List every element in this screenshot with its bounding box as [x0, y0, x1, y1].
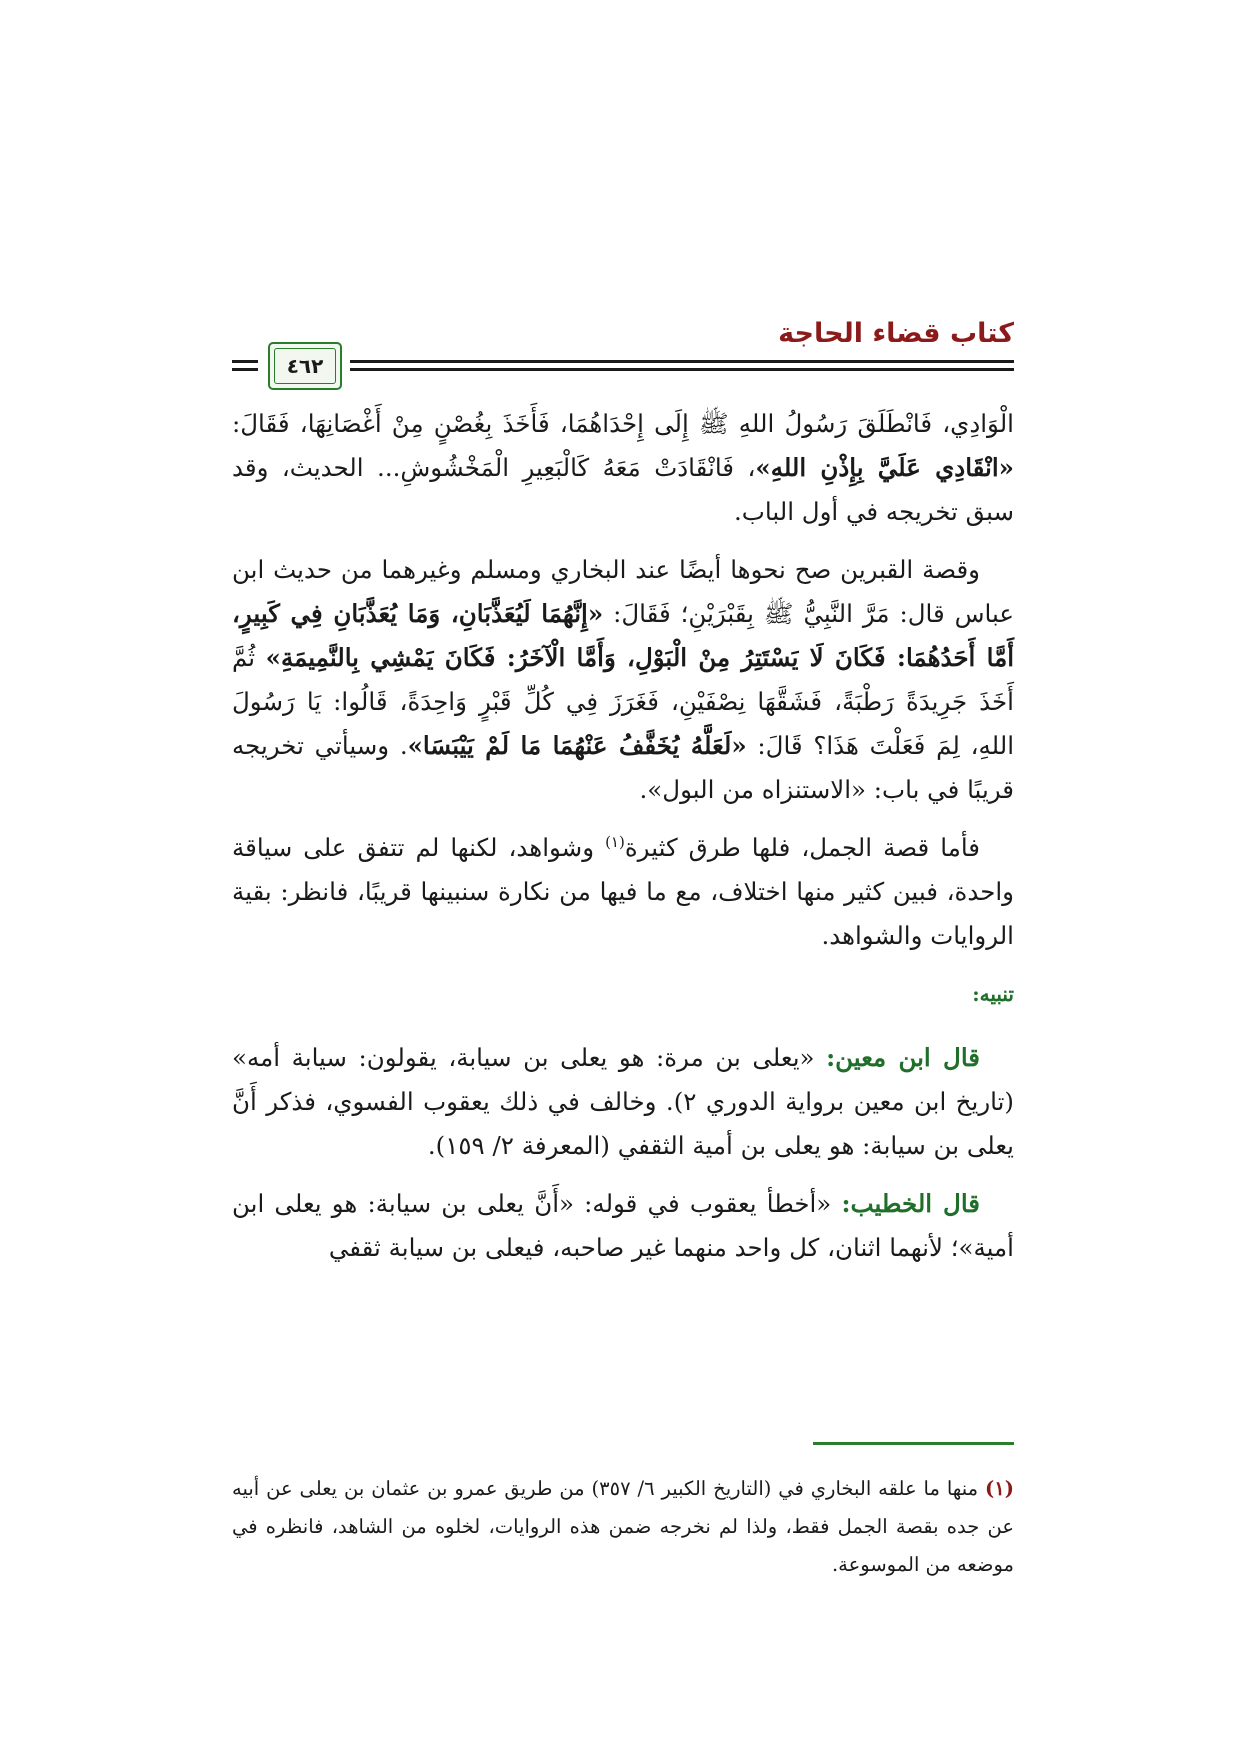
header-rule-top	[350, 360, 1014, 363]
hadith-quote: «لَعَلَّهُ يُخَفَّفُ عَنْهُمَا مَا لَمْ يَيْبَسَا»	[407, 731, 747, 760]
footnote-separator	[813, 1442, 1014, 1445]
hadith-quote: «انْقَادِي عَلَيَّ بِإِذْنِ اللهِ»	[755, 453, 1014, 482]
paragraph-2: وقصة القبرين صح نحوها أيضًا عند البخاري ومسلم وغيرهما من حديث ابن عباس قال: مَرَّ النَّبِيُّ ﷺ بِقَبْرَيْنِ؛ فَقَالَ: «إِنَّهُمَا لَيُعَذَّبَانِ، وَمَا يُعَذَّبَانِ فِي كَبِيرٍ، أَمَّا أَحَدُهُمَا: فَكَانَ لَا يَسْتَتِرُ مِنْ الْبَوْلِ، وَأَمَّا الْآخَرُ: فَكَانَ يَمْشِي بِالنَّمِيمَةِ» ثُمَّ أَخَذَ جَرِيدَةً رَطْبَةً، فَشَقَّهَا نِصْفَيْنِ، فَغَرَزَ فِي كُلِّ قَبْرٍ وَاحِدَةً، قَالُوا: يَا رَسُولَ اللهِ، لِمَ فَعَلْتَ هَذَا؟ قَالَ: «لَعَلَّهُ يُخَفَّفُ عَنْهُمَا مَا لَمْ يَيْبَسَا». وسيأتي تخريجه قريبًا في باب: «الاستنزاه من البول».	[232, 555, 1014, 804]
header-rule-bottom	[350, 368, 1014, 371]
footnote-number: (١)	[985, 1477, 1014, 1500]
header-rule-left-bottom	[232, 368, 258, 371]
speaker-label: قال ابن معين:	[826, 1043, 981, 1072]
footnote-reference[interactable]: (١)	[605, 832, 625, 851]
main-text	[232, 402, 1014, 1284]
speaker-label: قال الخطيب:	[841, 1189, 980, 1218]
hadith-quote: «إِنَّهُمَا لَيُعَذَّبَانِ، وَمَا يُعَذَّبَانِ فِي كَبِيرٍ، أَمَّا أَحَدُهُمَا: فَكَانَ لَا يَسْتَتِرُ مِنْ الْبَوْلِ، وَأَمَّا الْآخَرُ: فَكَانَ يَمْشِي بِالنَّمِيمَةِ»	[232, 599, 1014, 672]
paragraph-1: الْوَادِي، فَانْطَلَقَ رَسُولُ اللهِ ﷺ إِلَى إِحْدَاهُمَا، فَأَخَذَ بِغُصْنٍ مِنْ أَغْصَانِهَا، فَقَالَ: «انْقَادِي عَلَيَّ بِإِذْنِ اللهِ»، فَانْقَادَتْ مَعَهُ كَالْبَعِيرِ الْمَخْشُوشِ... الحديث، وقد سبق تخريجه في أول الباب.	[232, 409, 1014, 526]
footnote	[232, 1470, 1014, 1584]
page-number: ٤٦٢	[286, 354, 324, 378]
paragraph-4: قال ابن معين: «يعلى بن مرة: هو يعلى بن سيابة، يقولون: سيابة أمه» (تاريخ ابن معين برواية الدوري ٢). وخالف في ذلك يعقوب الفسوي، فذكر أَنَّ يعلى بن سيابة: هو يعلى بن أمية الثقفي (المعرفة ٢/ ١٥٩).	[232, 1043, 1014, 1160]
header-rule-left-top	[232, 360, 258, 363]
paragraph-5: قال الخطيب: «أخطأ يعقوب في قوله: «أَنَّ يعلى بن سيابة: هو يعلى ابن أمية»؛ لأنهما اثنان، كل واحد منهما غير صاحبه، فيعلى بن سيابة ثقفي	[232, 1189, 1014, 1262]
page-header	[232, 318, 1014, 390]
footnote-text: منها ما علقه البخاري في (التاريخ الكبير ٦/ ٣٥٧) من طريق عمرو بن عثمان بن يعلى عن أبيه عن جده بقصة الجمل فقط، ولذا لم نخرجه ضمن هذه الروايات، لخلوه من الشاهد، فانظره في موضعه من الموسوعة.	[232, 1477, 1014, 1576]
note-heading: تنبيه:	[972, 982, 1014, 1006]
paragraph-3: فأما قصة الجمل، فلها طرق كثيرة$^{(١)}$ وشواهد، لكنها لم تتفق على سياقة واحدة، فبين كثير منها اختلاف، مع ما فيها من نكارة سنبينها قريبًا، فانظر: بقية الروايات والشواهد.	[232, 832, 1014, 950]
page-number-frame	[268, 342, 342, 390]
book-title: كتاب قضاء الحاجة	[778, 318, 1014, 349]
